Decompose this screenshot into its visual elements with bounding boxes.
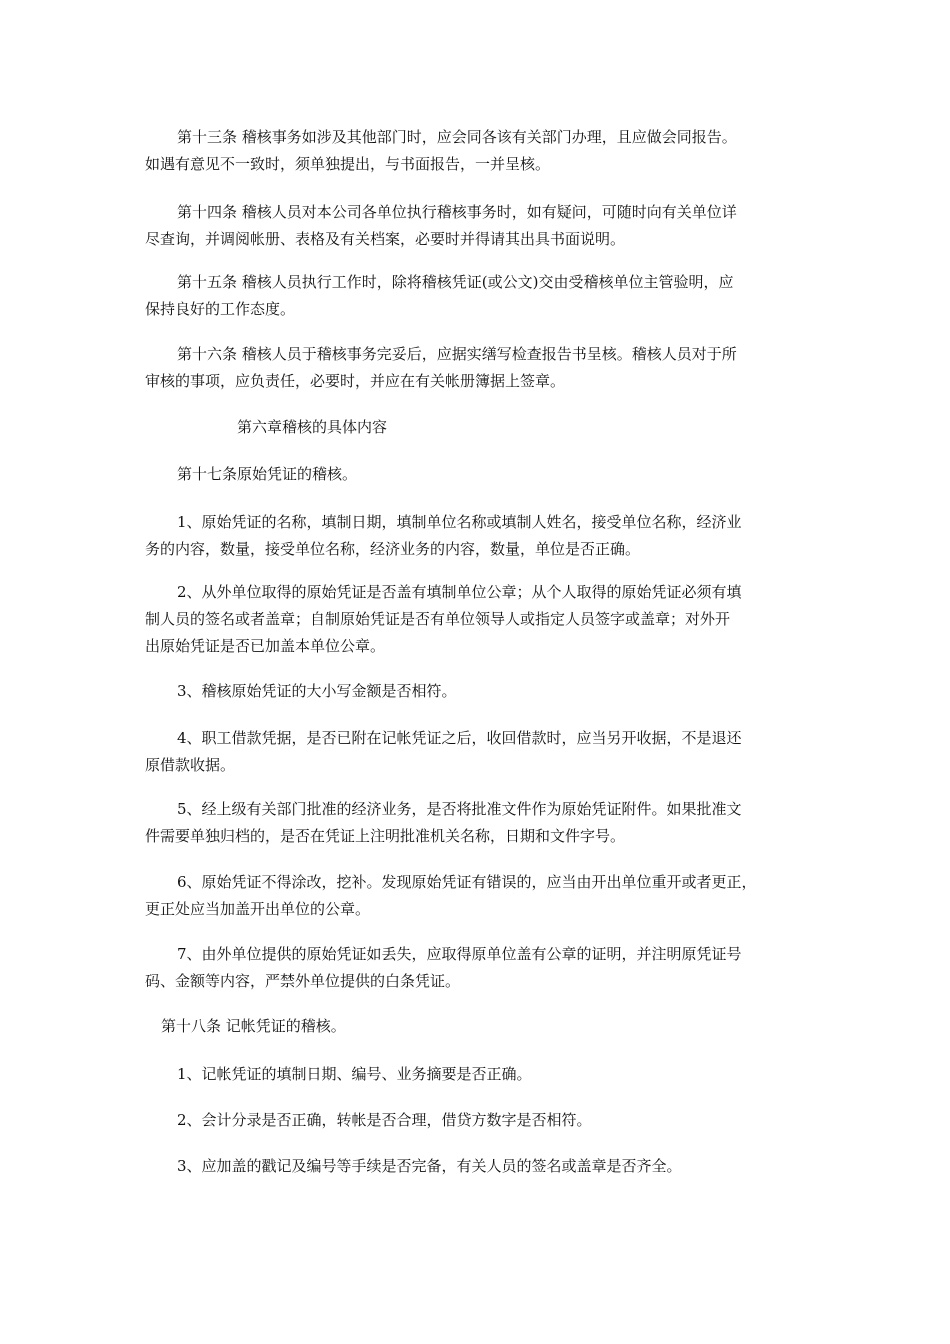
article-16-line-1: 第十六条 稽核人员于稽核事务完妥后，应据实缮写检查报告书呈核。稽核人员对于所 [177,345,737,363]
item-17-7-line-2: 码、金额等内容，严禁外单位提供的白条凭证。 [145,972,461,990]
article-14 [145,199,815,253]
article-14-line-2: 尽查询，并调阅帐册、表格及有关档案，必要时并得请其出具书面说明。 [145,230,626,248]
item-18-3 [145,1153,815,1180]
item-17-6-line-2: 更正处应当加盖开出单位的公章。 [145,900,371,918]
item-18-2 [145,1107,815,1134]
item-17-2-line-3: 出原始凭证是否已加盖本单位公章。 [145,637,386,655]
item-17-2-line-2: 制人员的签名或者盖章；自制原始凭证是否有单位领导人或指定人员签字或盖章；对外开 [145,610,731,628]
article-17 [145,461,815,488]
article-14-line-1: 第十四条 稽核人员对本公司各单位执行稽核事务时，如有疑问，可随时向有关单位详 [177,203,737,221]
item-17-4-line-2: 原借款收据。 [145,756,236,774]
item-18-2-line-1: 2、会计分录是否正确，转帐是否合理，借贷方数字是否相符。 [177,1111,592,1129]
item-17-6 [145,869,815,923]
item-17-7 [145,941,815,995]
item-17-4-line-1: 4、职工借款凭据，是否已附在记帐凭证之后，收回借款时，应当另开收据，不是退还 [177,729,742,747]
item-17-7-line-1: 7、由外单位提供的原始凭证如丢失，应取得原单位盖有公章的证明，并注明原凭证号 [177,945,742,963]
item-17-2-line-1: 2、从外单位取得的原始凭证是否盖有填制单位公章；从个人取得的原始凭证必须有填 [177,583,742,601]
article-15-line-2: 保持良好的工作态度。 [145,300,296,318]
article-16 [145,341,815,395]
item-17-5-line-2: 件需要单独归档的，是否在凭证上注明批准机关名称，日期和文件字号。 [145,827,626,845]
item-17-5 [145,796,815,850]
article-18-line-1: 第十八条 记帐凭证的稽核。 [161,1017,346,1035]
item-18-1 [145,1061,815,1088]
item-17-1-line-1: 1、原始凭证的名称，填制日期，填制单位名称或填制人姓名，接受单位名称，经济业 [177,513,742,531]
item-17-4 [145,725,815,779]
item-18-1-line-1: 1、记帐凭证的填制日期、编号、业务摘要是否正确。 [177,1065,532,1083]
item-17-1-line-2: 务的内容，数量，接受单位名称，经济业务的内容，数量，单位是否正确。 [145,540,641,558]
article-15 [145,269,815,323]
chapter-6-title: 第六章稽核的具体内容 [237,418,388,436]
item-17-3-line-1: 3、稽核原始凭证的大小写金额是否相符。 [177,682,457,700]
item-17-2 [145,579,815,660]
item-17-1 [145,509,815,563]
article-13 [145,124,815,178]
chapter-6-heading [237,414,387,441]
article-13-line-1: 第十三条 稽核事务如涉及其他部门时，应会同各该有关部门办理，且应做会同报告。 [177,128,737,146]
article-15-line-1: 第十五条 稽核人员执行工作时，除将稽核凭证(或公文)交由受稽核单位主管验明，应 [177,273,734,291]
item-18-3-line-1: 3、应加盖的戳记及编号等手续是否完备，有关人员的签名或盖章是否齐全。 [177,1157,682,1175]
item-17-5-line-1: 5、经上级有关部门批准的经济业务，是否将批准文件作为原始凭证附件。如果批准文 [177,800,742,818]
article-18 [145,1013,815,1040]
article-17-line-1: 第十七条原始凭证的稽核。 [177,465,358,483]
item-17-6-line-1: 6、原始凭证不得涂改，挖补。发现原始凭证有错误的，应当由开出单位重开或者更正， [177,873,757,891]
item-17-3 [145,678,815,705]
article-13-line-2: 如遇有意见不一致时，须单独提出，与书面报告，一并呈核。 [145,155,551,173]
article-16-line-2: 审核的事项，应负责任，必要时，并应在有关帐册簿据上签章。 [145,372,566,390]
